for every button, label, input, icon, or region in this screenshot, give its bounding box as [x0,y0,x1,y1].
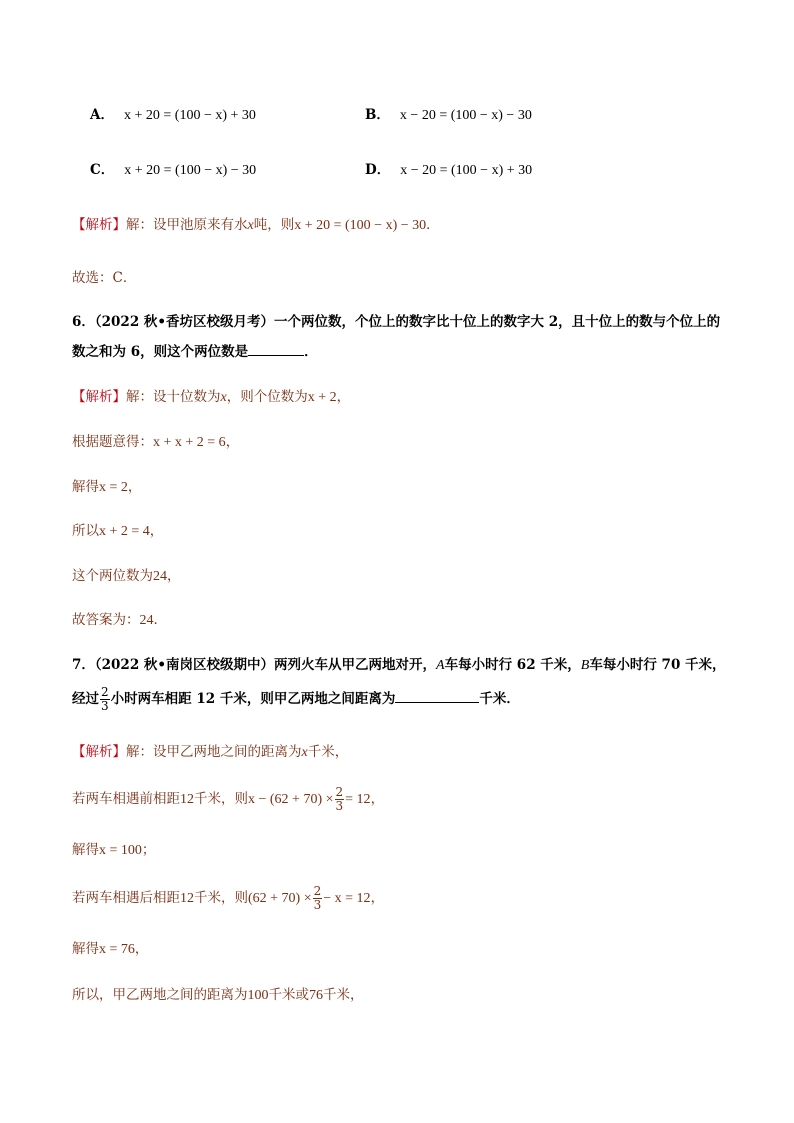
q7-frac-den: 3 [101,699,109,713]
q7-l2b: 千米，则 [194,791,248,807]
q7-stem1-B: B [580,658,590,673]
q6-sol-line5 [72,566,181,587]
q7-l5c: ， [134,941,149,957]
q7-l5b: x = 76 [99,942,135,957]
q7-l4b: 千米，则 [194,890,248,906]
q6-sol-line3 [72,477,141,498]
q6-sol-line2 [72,432,239,453]
q6-l1b: ，则个位数为 [226,389,308,405]
q5-sol-var: x [247,218,254,233]
option-b [365,105,532,126]
q6-l6a: 故答案为： [72,612,140,628]
q7-l3b: x = 100 [99,843,142,858]
q7-sol-line3 [72,840,155,861]
q6-l3c: ， [127,479,142,495]
q5-sol-eq: x + 20 = (100 − x) − 30 [294,218,427,233]
q5-sol-text: 解：设甲池原来有水 [126,217,248,233]
q6-l3a: 解得 [72,479,99,495]
q6-stem2-end: ． [304,344,318,360]
q7-l4a: 若两车相遇后相距 [72,890,180,906]
q7-l4c: ， [370,890,385,906]
q6-answer-blank [248,341,304,356]
q7-l3c: ； [141,842,156,858]
q6-stem-line1: 6．（2022 秋•香坊区校级月考）一个两位数，个位上的数字比十位上的数字大 2，且十位上的数与个位上的 [72,314,721,330]
q7-l3a: 解得 [72,842,99,858]
option-d [365,160,532,181]
q5-sol-mid: 吨，则 [253,217,295,233]
q5-tag: 【解析】 [72,217,126,233]
option-a-label: A． [90,107,114,123]
q7-stem1b: 车每小时行 62 千米， [444,657,581,673]
q7-l6n2: 76 [309,988,323,1003]
q7-l2-frac-den: 3 [335,799,344,813]
q7-stem-line1 [72,655,726,676]
q7-stem-fraction [100,686,110,713]
q6-l6b: 24 [139,613,154,628]
q7-stem1c: 车每小时行 70 千米， [589,657,726,673]
q5-solution [72,215,440,236]
q6-l4b: x + 2 = 4 [99,524,150,539]
q5-ans-prefix: 故选： [72,270,113,286]
q6-l5a: 这个两位数为 [72,568,153,584]
q6-l3b: x = 2 [99,480,128,495]
q6-sol-line1 [72,387,350,408]
q6-sol-line6 [72,610,167,631]
q7-l6c: 千米， [323,987,364,1003]
option-c-expr: x + 20 = (100 − x) − 30 [124,163,257,178]
q7-sol-line5 [72,939,148,960]
q7-l5a: 解得 [72,941,99,957]
q5-answer [72,268,136,288]
q5-ans-end: ． [122,270,137,286]
q7-l1a: 解：设甲乙两地之间的距离为 [126,744,302,760]
q6-l1c: x + 2 [307,390,337,405]
q7-l6a: 所以，甲乙两地之间的距离为 [72,987,248,1003]
q7-l2n: 12 [180,792,194,807]
q6-l1x: x [220,390,227,405]
q7-sol-line4 [72,883,384,914]
q6-stem2-text: 数之和为 6，则这个两位数是 [72,344,249,360]
option-d-label: D． [365,162,391,178]
option-b-label: B． [365,107,390,123]
option-c-label: C． [90,162,115,178]
q6-tag: 【解析】 [72,389,126,405]
q7-l2-fraction [335,786,345,813]
option-c [90,160,256,181]
q5-ans-value: C [112,270,123,286]
q6-sol-line4 [72,521,163,542]
q6-l1a: 解：设十位数为 [126,389,221,405]
q7-l2eq1: x − (62 + 70) × [248,792,334,807]
q7-l1x: x [301,745,308,760]
q7-l4-frac-num: 2 [313,884,322,898]
q7-l6n1: 100 [247,988,269,1003]
q7-l2eq2: = 12 [345,792,371,807]
option-b-expr: x − 20 = (100 − x) − 30 [399,108,532,123]
q7-l4eq1: (62 + 70) × [248,891,312,906]
q7-l6b: 千米或 [268,987,309,1003]
q7-stem2b: 小时两车相距 12 千米，则甲乙两地之间距离为 [110,691,396,707]
q7-l2-frac-num: 2 [335,785,344,799]
q5-sol-end: ． [426,217,440,233]
option-a-expr: x + 20 = (100 − x) + 30 [123,108,256,123]
q6-l4a: 所以 [72,523,99,539]
q6-l2b: x + x + 2 = 6 [153,435,226,450]
q6-l1d: ， [336,389,351,405]
q7-answer-blank [395,688,479,703]
q7-l2c: ， [370,791,385,807]
option-d-expr: x − 20 = (100 − x) + 30 [400,163,533,178]
q7-sol-line2 [72,784,384,815]
q7-stem-line2 [72,684,520,714]
option-a [90,105,256,126]
q7-stem1-A: A [436,658,445,673]
q7-l4n: 12 [180,891,194,906]
q6-l4c: ， [149,523,164,539]
q7-frac-num: 2 [101,685,109,699]
q7-l2a: 若两车相遇前相距 [72,791,180,807]
q7-sol-line1 [72,742,348,763]
q7-sol-line6 [72,985,364,1006]
q6-l6c: ． [153,612,167,628]
q7-l4eq2: − x = 12 [323,891,371,906]
q6-l5c: ， [167,568,181,584]
q6-l5b: 24 [153,569,167,584]
q6-l2a: 根据题意得： [72,434,153,450]
q6-l2c: ， [225,434,240,450]
q7-stem2a: 经过 [72,691,99,707]
q7-l4-frac-den: 3 [313,898,322,912]
q7-tag: 【解析】 [72,744,126,760]
q7-stem2c: 千米． [479,691,520,707]
q6-stem-line2 [72,341,318,362]
q7-l4-fraction [313,885,323,912]
q7-stem1a: 7．（2022 秋•南岗区校级期中）两列火车从甲乙两地对开， [72,657,437,673]
q7-l1b: 千米， [307,744,349,760]
